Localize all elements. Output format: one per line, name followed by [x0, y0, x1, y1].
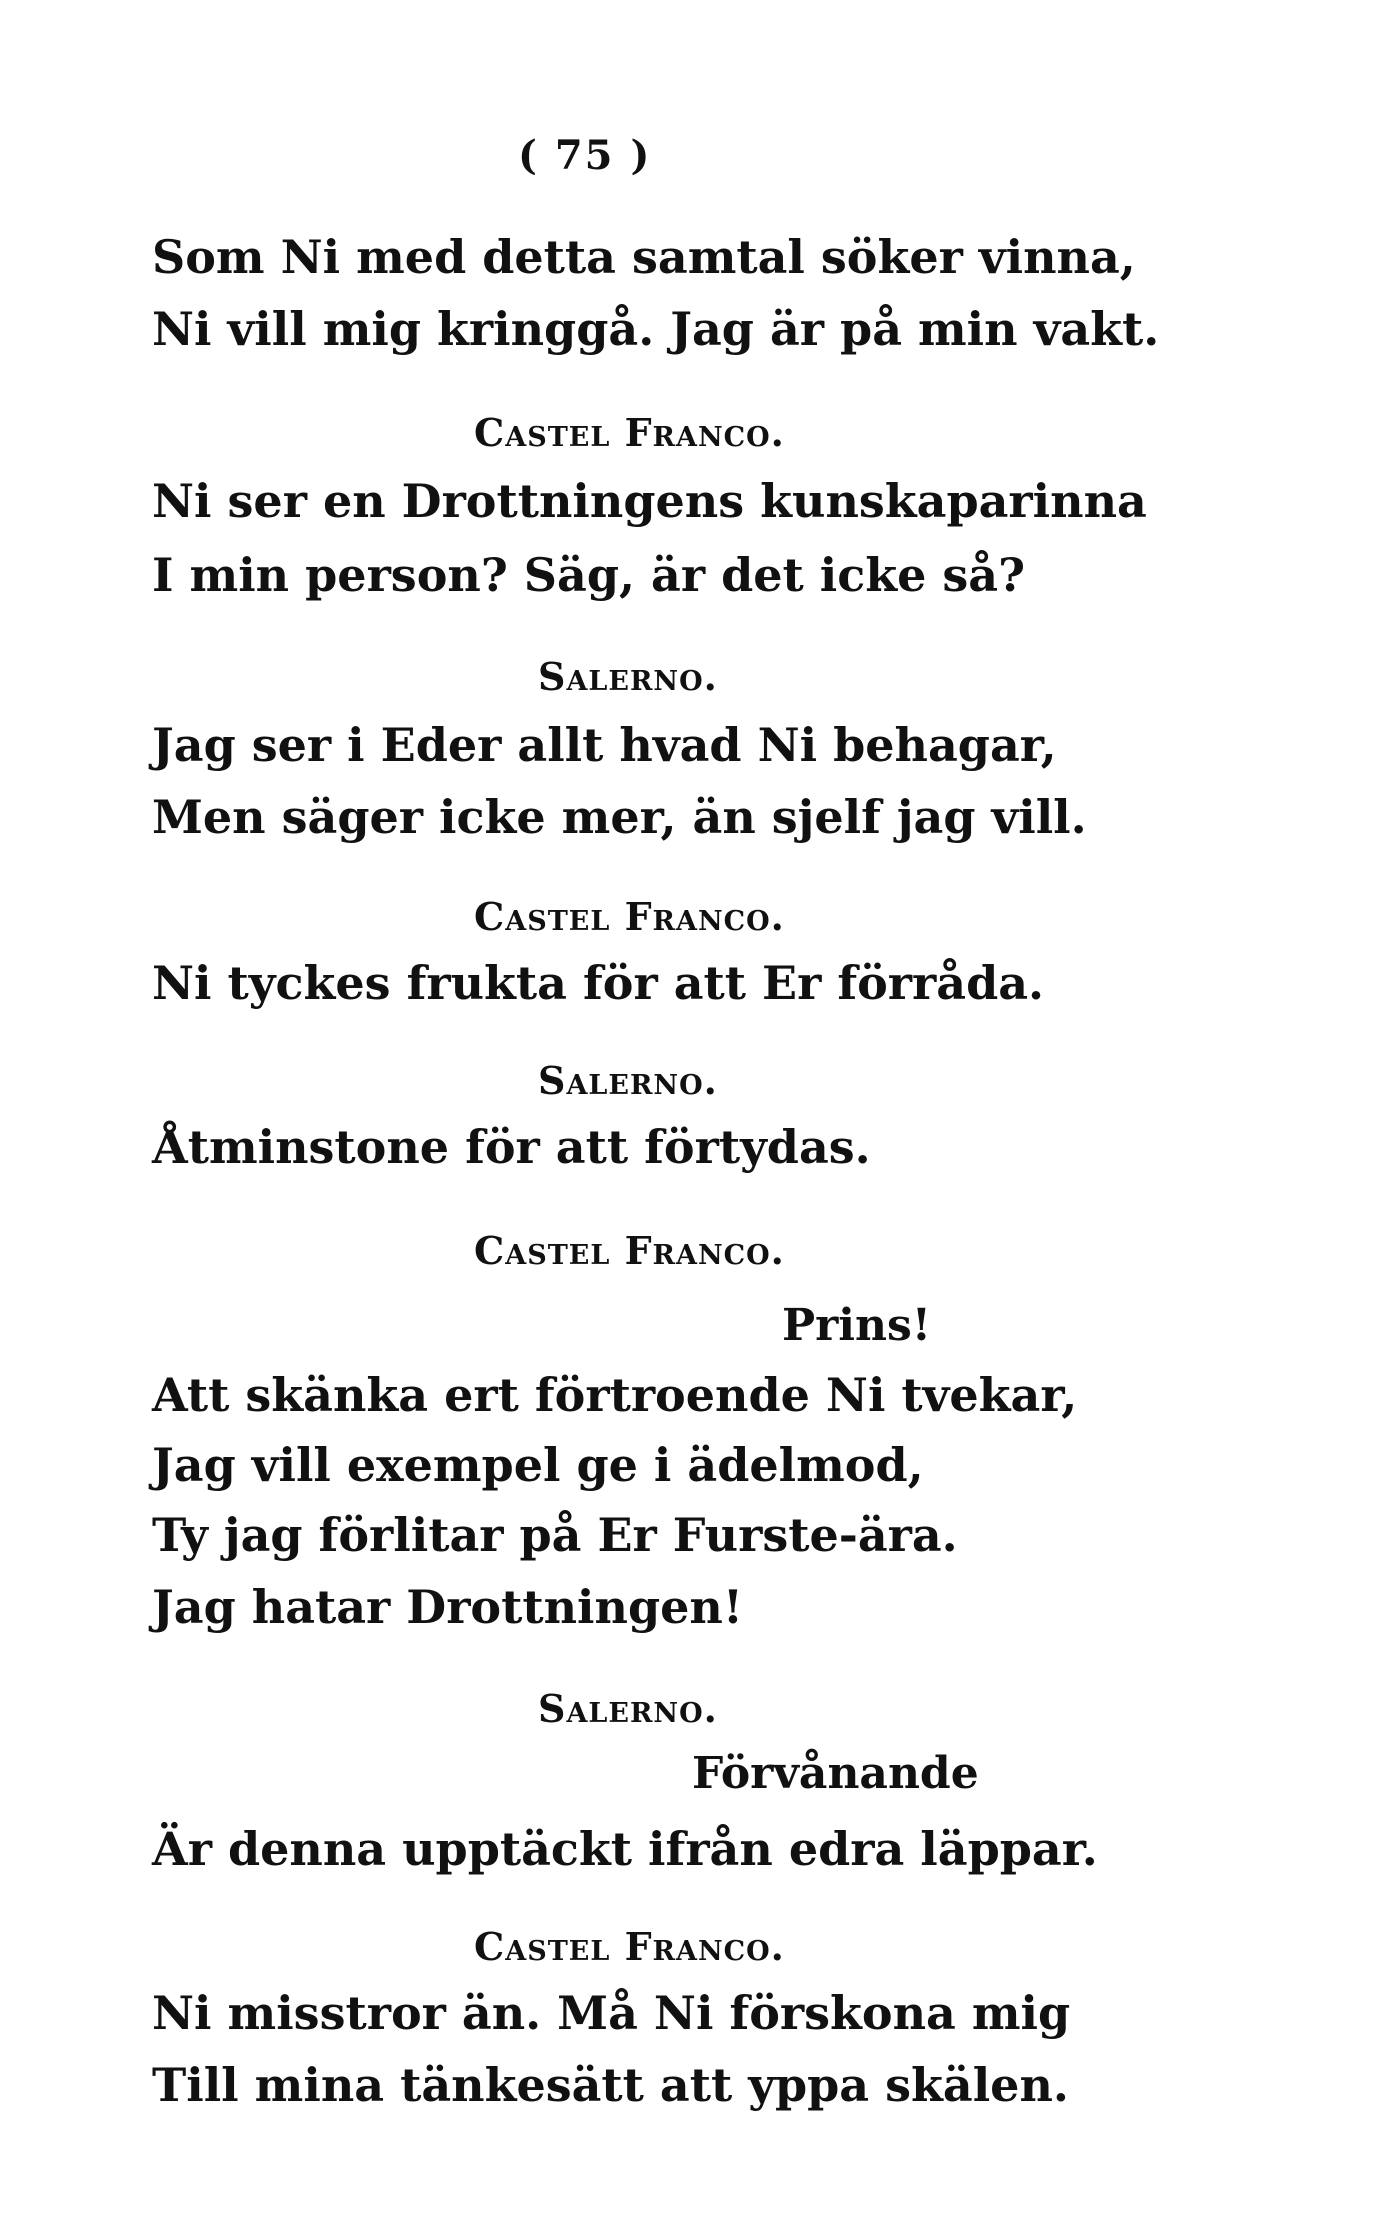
verse-line: Som Ni med detta samtal söker vinna, — [152, 230, 1136, 284]
verse-line: Ni misstror än. Må Ni förskona mig — [152, 1986, 1071, 2040]
speaker-heading: Castel Franco. — [474, 1924, 785, 1969]
speaker-heading: Castel Franco. — [474, 894, 785, 939]
verse-line: Ni tyckes frukta för att Er förråda. — [152, 956, 1045, 1010]
verse-line-continuation: Prins! — [782, 1300, 932, 1351]
verse-line: Åtminstone för att förtydas. — [152, 1120, 871, 1174]
verse-line: Ni ser en Drottningens kunskaparinna — [152, 474, 1147, 528]
verse-line: Jag hatar Drottningen! — [152, 1580, 744, 1634]
verse-line: Till mina tänkesätt att yppa skälen. — [152, 2058, 1069, 2112]
verse-line: Att skänka ert förtroende Ni tvekar, — [152, 1368, 1078, 1422]
verse-line-continuation: Förvånande — [692, 1748, 979, 1799]
verse-line: Ty jag förlitar på Er Furste-ära. — [152, 1508, 958, 1562]
verse-line: Men säger icke mer, än sjelf jag vill. — [152, 790, 1087, 844]
speaker-heading: Castel Franco. — [474, 1228, 785, 1273]
verse-line: Ni vill mig kringgå. Jag är på min vakt. — [152, 302, 1160, 356]
speaker-heading: Salerno. — [538, 1058, 718, 1103]
speaker-heading: Castel Franco. — [474, 410, 785, 455]
verse-line: I min person? Säg, är det icke så? — [152, 548, 1026, 602]
verse-line: Jag ser i Eder allt hvad Ni behagar, — [152, 718, 1057, 772]
speaker-heading: Salerno. — [538, 1686, 718, 1731]
verse-line: Jag vill exempel ge i ädelmod, — [152, 1438, 924, 1492]
speaker-heading: Salerno. — [538, 654, 718, 699]
verse-line: Är denna upptäckt ifrån edra läppar. — [152, 1822, 1098, 1876]
page-number: ( 75 ) — [518, 132, 652, 179]
